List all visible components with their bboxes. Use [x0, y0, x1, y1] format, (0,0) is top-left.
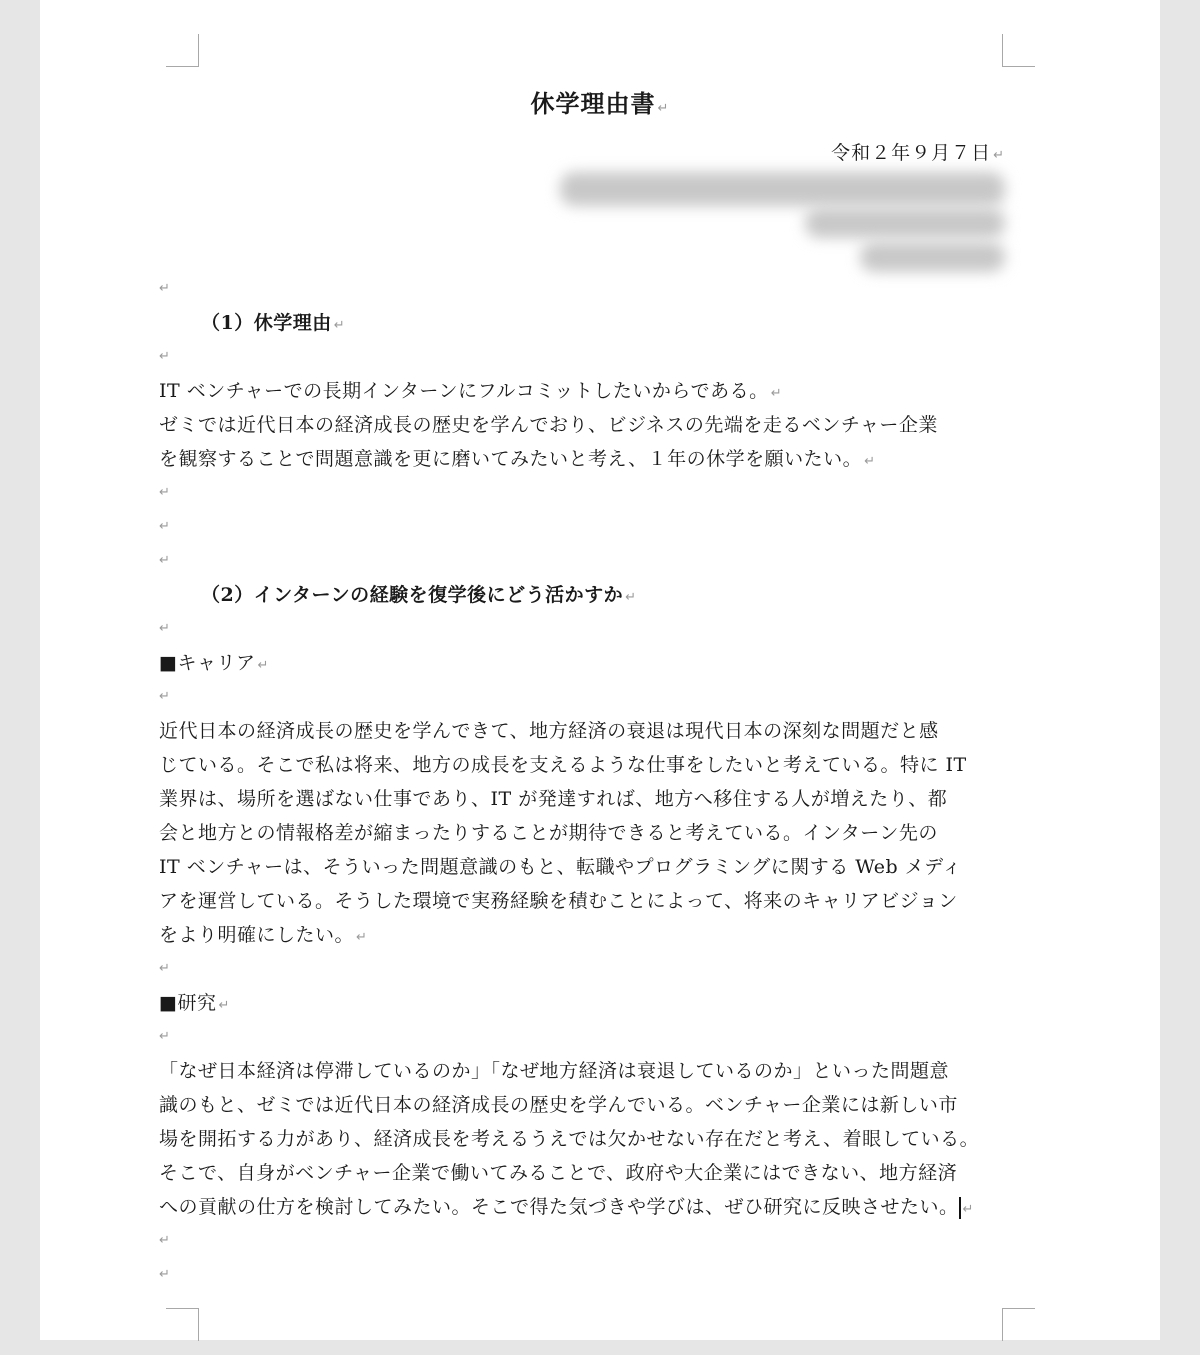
- text-line: 業界は、場所を選ばない仕事であり、IT が発達すれば、地方へ移住する人が増えたり、都: [159, 788, 948, 810]
- redacted-block-line-1: [560, 172, 1005, 206]
- section1-heading[interactable]: （1）休学理由 ↵: [201, 312, 346, 334]
- empty-paragraph[interactable]: ↵: [159, 519, 170, 534]
- crop-mark-top-right: [1002, 34, 1035, 67]
- empty-paragraph[interactable]: ↵: [159, 621, 170, 636]
- text-line: をより明確にしたい。 ↵: [159, 924, 368, 946]
- empty-paragraph[interactable]: ↵: [159, 349, 170, 364]
- text-line: 識のもと、ゼミでは近代日本の経済成長の歴史を学んでいる。ベンチャー企業には新しい市: [159, 1094, 958, 1116]
- text-line: じている。そこで私は将来、地方の成長を支えるような仕事をしたいと考えている。特に IT: [159, 754, 967, 776]
- text-line: 「なぜ日本経済は停滞しているのか」「なぜ地方経済は衰退しているのか」といった問題意: [159, 1060, 950, 1082]
- empty-paragraph[interactable]: ↵: [159, 281, 170, 296]
- crop-mark-bottom-left: [166, 1308, 199, 1341]
- empty-paragraph[interactable]: ↵: [159, 485, 170, 500]
- empty-paragraph[interactable]: ↵: [159, 689, 170, 704]
- text-line: アを運営している。そうした環境で実務経験を積むことによって、将来のキャリアビジョン: [159, 890, 958, 912]
- empty-paragraph[interactable]: ↵: [159, 1029, 170, 1044]
- empty-paragraph[interactable]: ↵: [159, 1233, 170, 1248]
- document-title[interactable]: 休学理由書 ↵: [530, 89, 670, 118]
- research-paragraph[interactable]: [159, 1054, 1009, 1227]
- career-heading[interactable]: ■キャリア ↵: [159, 652, 269, 674]
- section1-paragraph-1[interactable]: IT ベンチャーでの長期インターンにフルコミットしたいからである。 ↵: [159, 380, 783, 402]
- career-paragraph[interactable]: [159, 714, 1009, 955]
- section1-paragraph-2[interactable]: [159, 408, 1009, 479]
- text-line: 会と地方との情報格差が縮まったりすることが期待できると考えている。インターン先の: [159, 822, 938, 844]
- empty-paragraph[interactable]: ↵: [159, 553, 170, 568]
- text-line: への貢献の仕方を検討してみたい。そこで得た気づきや学びは、ぜひ研究に反映させたい。 ↵: [159, 1196, 974, 1218]
- document-date[interactable]: 令和２年９月７日 ↵: [831, 142, 1005, 164]
- text-cursor: [959, 1197, 961, 1219]
- text-line: を観察することで問題意識を更に磨いてみたいと考え、１年の休学を願いたい。 ↵: [159, 448, 876, 470]
- text-line: 近代日本の経済成長の歴史を学んできて、地方経済の衰退は現代日本の深刻な問題だと感: [159, 720, 939, 742]
- text-line: 場を開拓する力があり、経済成長を考えるうえでは欠かせない存在だと考え、着眼している。: [159, 1128, 980, 1150]
- text-line: そこで、自身がベンチャー企業で働いてみることで、政府や大企業にはできない、地方経済: [159, 1162, 958, 1184]
- empty-paragraph[interactable]: ↵: [159, 1267, 170, 1282]
- crop-mark-top-left: [166, 34, 199, 67]
- research-heading[interactable]: ■研究 ↵: [159, 992, 230, 1014]
- section2-heading[interactable]: （2）インターンの経験を復学後にどう活かすか ↵: [201, 584, 637, 606]
- redacted-block-line-2: [805, 208, 1005, 238]
- text-line: IT ベンチャーは、そういった問題意識のもと、転職やプログラミングに関する Web メディ: [159, 856, 962, 878]
- redacted-block-line-3: [860, 242, 1005, 272]
- crop-mark-bottom-right: [1002, 1308, 1035, 1341]
- empty-paragraph[interactable]: ↵: [159, 961, 170, 976]
- text-line: ゼミでは近代日本の経済成長の歴史を学んでおり、ビジネスの先端を走るベンチャー企業: [159, 414, 938, 436]
